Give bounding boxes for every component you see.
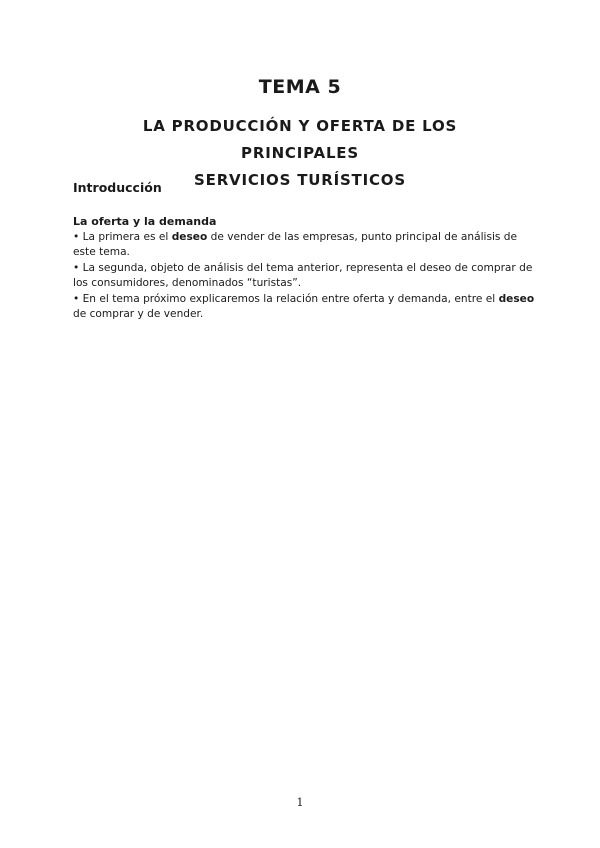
bullet-paragraph-2: • La segunda, objeto de análisis del tema anterior, representa el deseo de comprar de los consumidores, denominados “turistas”. <box>73 261 533 289</box>
bullet-3-bold-word: deseo <box>498 292 535 305</box>
document-title: TEMA 5 <box>258 76 342 98</box>
page-number: 1 <box>296 796 304 809</box>
bullet-1-text-before: • La primera es el <box>73 230 172 243</box>
bullet-1-text-after: de vender de las empresas, punto principal de análisis de este tema. <box>73 230 518 258</box>
bullet-3-text-after: de comprar y de vender. <box>73 308 204 320</box>
bullet-3-text-before: • En el tema próximo explicaremos la relación entre oferta y demanda, entre el <box>73 292 499 305</box>
section-heading-introduccion: Introducción <box>73 180 162 195</box>
subtitle-line-1: LA PRODUCCIÓN Y OFERTA DE LOS PRINCIPALES <box>142 117 458 162</box>
bullet-1-bold-word: deseo <box>171 230 208 243</box>
bullet-paragraph-3 <box>73 292 535 323</box>
sub-heading-oferta-demanda: La oferta y la demanda <box>73 215 217 228</box>
bullet-paragraph-1 <box>73 230 535 261</box>
section-body <box>73 214 535 323</box>
subtitle-line-2: SERVICIOS TURÍSTICOS <box>194 171 406 189</box>
